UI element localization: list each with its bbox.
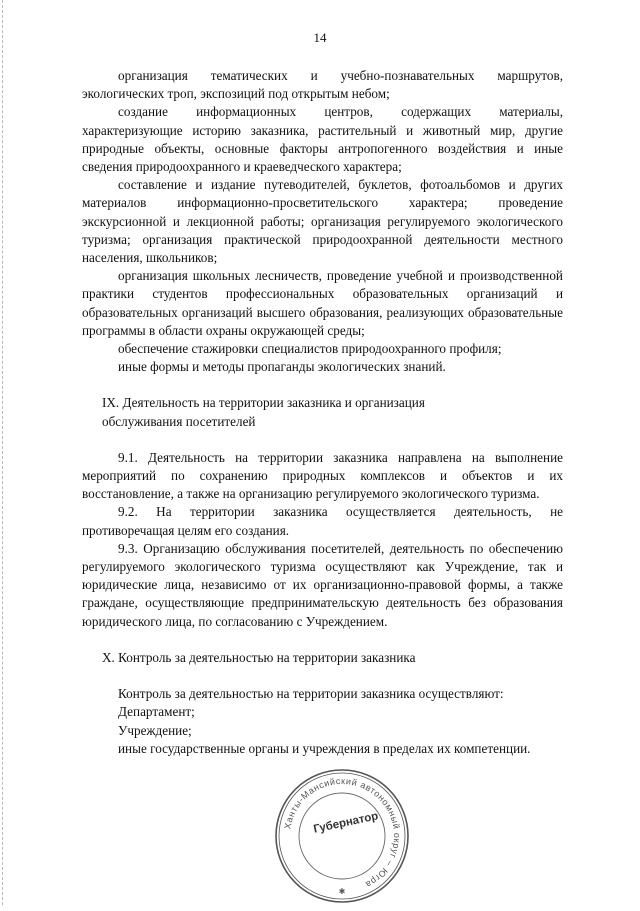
document-body <box>82 67 563 758</box>
official-seal-stamp <box>272 766 412 906</box>
list-item: составление и издание путеводителей, буклетов, фотоальбомов и других материалов информационно-просветительского характера; проведение экскурсионной и лекционной работы; организация регулируемого экологического туризма; организация практической природоохранной деятельности местного населения, школьников; <box>82 177 563 266</box>
seal-graphic <box>272 766 412 906</box>
svg-text:✱: ✱ <box>338 887 346 896</box>
paragraph-9-3: 9.3. Организацию обслуживания посетителей, деятельность по обеспечению регулируемого экологического туризма осуществляют как Учреждение, так и юридические лица, независимо от их организационно-правовой формы, а также граждане, осуществляющие предпринимательскую деятельность без образования юридического лица, по согласованию с Учреждением. <box>82 540 563 629</box>
list-item: организация тематических и учебно-познавательных маршрутов, экологических троп, экспозиций под открытым небом; <box>82 68 563 102</box>
list-item: иные формы и методы пропаганды экологических знаний. <box>118 359 446 375</box>
section-9-heading-line2: обслуживания посетителей <box>102 413 256 429</box>
seal-label: Губернатор <box>312 810 380 836</box>
section-10-heading: X. Контроль за деятельностью на территории заказника <box>102 649 416 665</box>
list-item: создание информационных центров, содержащих материалы, характеризующие историю заказника, растительный и животный мир, другие природные объекты, основные факторы антропогенного воздействия и иные сведения природоохранного и краеведческого характера; <box>82 104 563 175</box>
list-item: обеспечение стажировки специалистов природоохранного профиля; <box>118 341 502 357</box>
paragraph-10-intro: Контроль за деятельностью на территории заказника осуществляют: <box>118 686 504 702</box>
paragraph-9-2: 9.2. На территории заказника осуществляется деятельность, не противоречащая целям его создания. <box>82 504 563 538</box>
left-margin-rule <box>2 0 3 905</box>
paragraph-9-1: 9.1. Деятельность на территории заказника направлена на выполнение мероприятий по сохранению природных комплексов и объектов и их восстановление, а также на организацию регулируемого экологического туризма. <box>82 449 563 502</box>
paragraph-10-item: Учреждение; <box>118 722 192 738</box>
page-number: 14 <box>313 30 327 45</box>
paragraph-10-item: Департамент; <box>118 704 195 720</box>
seal-ring-text: Ханты-Мансийский автономный округ – Югра <box>282 775 403 890</box>
paragraph-10-item: иные государственные органы и учреждения в пределах их компетенции. <box>118 740 531 756</box>
section-9-heading-line1: IX. Деятельность на территории заказника и организация <box>102 395 425 411</box>
section-9-heading <box>82 394 563 430</box>
list-item: организация школьных лесничеств, проведение учебной и производственной практики студентов профессиональных образовательных организаций и образовательных организаций высшего образования, реализующих образовательные программы в области охраны окружающей среды; <box>82 268 563 338</box>
